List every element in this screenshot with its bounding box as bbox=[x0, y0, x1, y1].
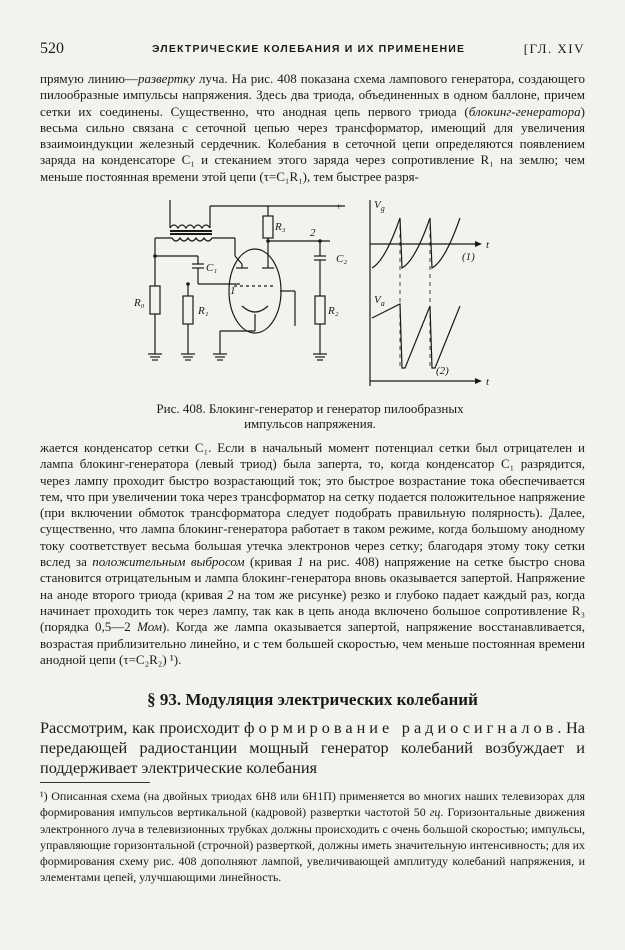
text-run: на рис. 408) напряжение на сетке быстро снова становится отрицательным и лампа блокинг-генератора вновь оказывается запертой. Напряжение на аноде второго триода (кривая bbox=[40, 554, 585, 602]
text-run: . На передающей радиостанции мощный генератор колебаний возбуждает и поддерживает электрические колебания bbox=[40, 718, 585, 777]
italic-run: 2 bbox=[227, 586, 234, 602]
italic-run: гц bbox=[429, 805, 441, 820]
section-title: § 93. Модуляция электрических колебаний bbox=[147, 690, 478, 709]
spaced-run: формирование радиосигналов bbox=[244, 718, 558, 737]
caption-line: импульсов напряжения. bbox=[244, 416, 376, 431]
r3-label: R₃ bbox=[275, 221, 286, 233]
italic-run: положительным выбросом bbox=[92, 554, 245, 570]
t-axis-label-bottom: t bbox=[486, 376, 490, 388]
c2-label: C₂ bbox=[336, 253, 348, 265]
italic-run: 1 bbox=[297, 554, 304, 570]
italic-run: блокинг-генератора bbox=[468, 103, 581, 119]
resistor-r1 bbox=[183, 296, 193, 324]
paragraph-1 bbox=[40, 71, 585, 185]
vg-label: $V_g$ bbox=[374, 199, 385, 213]
ground-symbols bbox=[148, 354, 327, 360]
text-run: ) весьма сильно связана с сеточной цепью через трансформатор, имеющий для увеличения взаимоиндукции железный сердечник. Колебания в сеточной цепи определяются появлением заряда на конденсаторе C₁ и стеканием этого заряда через сопротивление R₁ на землю; чем меньше постоянная времени этой цепи (τ=C₁R₁), тем быстрее разря- bbox=[40, 103, 585, 184]
curve-1-grid-voltage bbox=[372, 218, 460, 268]
curve-2-anode-voltage bbox=[372, 304, 460, 368]
text-run: луча. На рис. 408 показана схема лампового генератора, создающего пилообразные импульсы напряжения. Здесь два триода, объединенных в одном баллоне, причем сетки их соединены. Существенно, что анодная цепь первого триода ( bbox=[40, 71, 585, 119]
va-label: $V_a$ bbox=[374, 294, 385, 308]
t-axis-label-top: t bbox=[486, 239, 490, 251]
text-run: жается конденсатор сетки C₁. Если в начальный момент потенциал сетки был отрицателен и лампа блокинг-генератора (левый триод) была заперта, то, когда конденсатор C₁ разрядится, через лампу проходит быстро возрастающий ток; это быстрое возрастание тока обеспечивается тем, что при увеличении тока через трансформатор на сетку подается положительное напряжение (при включении обмоток трансформатора следует подобрать правильную полярность). Далее, существенно, что лампа блокинг-генератора работает в таком режиме, когда большому анодному току соответствует весьма большая утечка электронов через сетку; благодаря этому току сетки вслед за bbox=[40, 440, 585, 570]
caption-line: Рис. 408. Блокинг-генератор и генератор пилообразных bbox=[156, 401, 464, 416]
text-run: (кривая bbox=[244, 554, 298, 570]
c1-label: C₁ bbox=[206, 262, 218, 274]
paragraph-3 bbox=[40, 718, 585, 778]
figure-408 bbox=[130, 196, 505, 394]
text-run: ). Когда же лампа оказывается запертой, напряжение восстанавливается, возрастая приблизительно линейно, и с тем большей скоростью, чем меньше постоянная времени анодной цепи (τ=C₂R₂) ¹). bbox=[40, 619, 585, 667]
page-number: 520 bbox=[40, 40, 64, 57]
paragraph-2 bbox=[40, 440, 585, 668]
italic-run: развертку bbox=[137, 71, 196, 86]
resistor-r3 bbox=[263, 216, 273, 238]
page-header bbox=[40, 40, 585, 58]
footnote bbox=[40, 788, 585, 886]
r0-label: R₀ bbox=[134, 297, 145, 309]
text-run: прямую линию— bbox=[40, 71, 138, 86]
text-run: Рассмотрим, как происходит bbox=[40, 718, 245, 737]
text-run: . Горизонтальные движения электронного луча в телевизионных трубках должны происходить с очень большой скоростью; импульсы, управляющие горизонтальной (строчной) разверткой, должны иметь значительную интенсивность; для их формирования схему рис. 408 дополняют лампой, увеличивающей амплитуду колебаний напряжения, и элементами цепей, улучшающими линейность. bbox=[40, 805, 586, 885]
node-2-label: 2 bbox=[310, 227, 316, 239]
r1-label: R₁ bbox=[198, 305, 209, 317]
chapter-label: [ГЛ. XIV bbox=[523, 41, 585, 56]
r2-label: R₂ bbox=[328, 305, 339, 317]
resistor-r0 bbox=[150, 286, 160, 314]
curve-2-label: (2) bbox=[436, 365, 449, 377]
transformer-secondary bbox=[172, 238, 212, 241]
plus-terminal-label: + bbox=[335, 201, 343, 213]
running-title: ЭЛЕКТРИЧЕСКИЕ КОЛЕБАНИЯ И ИХ ПРИМЕНЕНИЕ bbox=[152, 43, 466, 55]
italic-run: Мом bbox=[137, 619, 163, 635]
text-run: ¹) Описанная схема (на двойных триодах 6Н8 или 6Н1П) применяется во многих наших телевизорах для формирования импульсов вертикальной (кадровой) развертки частотой 50 bbox=[40, 789, 585, 820]
node-1-label: 1 bbox=[230, 285, 236, 297]
footnote-rule bbox=[40, 782, 150, 783]
transformer-primary bbox=[170, 206, 210, 228]
figure-caption bbox=[110, 401, 510, 431]
circuit-diagram bbox=[130, 196, 505, 394]
resistor-r2 bbox=[315, 296, 325, 324]
curve-1-label: (1) bbox=[462, 251, 475, 263]
text-run: на том же рисунке) резко и глубоко падает каждый раз, когда начинает проходить ток через лампу, так как в цепь анода включено большое сопротивление R₃ (порядка 0,5—2 bbox=[40, 586, 585, 635]
